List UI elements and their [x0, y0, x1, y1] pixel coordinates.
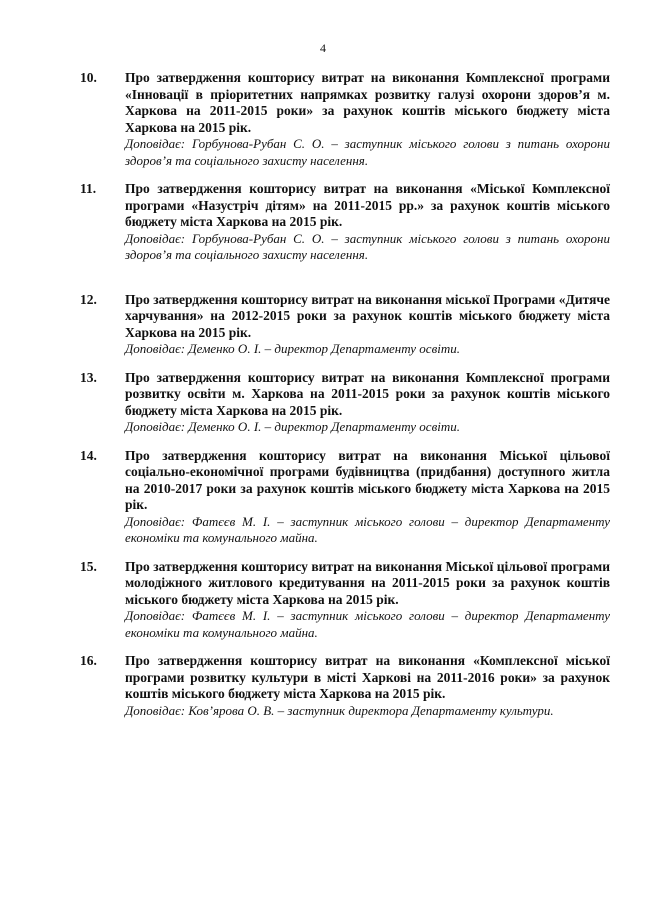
reporter-label: Доповідає:	[125, 136, 186, 151]
item-title: Про затвердження кошторису витрат на виконання Міської цільової соціально-економічної програми будівництва (придбання) доступного житла на 2010-2017 роки за рахунок коштів міського бюджету міста Харкова на 2015 рік.	[125, 447, 610, 512]
reporter-text: Ков’ярова О. В. – заступник директора Департаменту культури.	[188, 702, 554, 718]
reporter-label: Доповідає:	[125, 341, 186, 356]
item-reporter	[125, 231, 610, 264]
reporter-label: Доповідає:	[125, 230, 186, 246]
agenda-item	[80, 70, 610, 169]
agenda-item	[80, 448, 610, 547]
item-reporter	[125, 419, 610, 436]
agenda-item	[80, 181, 610, 264]
item-title: Про затвердження кошторису витрат на виконання «Комплексної міської програми розвитку культури в місті Харкові на 2011-2016 роки» за рахунок коштів міського бюджету міста Харкова на 2015 рік.	[125, 653, 610, 701]
item-number: 11.	[80, 181, 97, 196]
item-number: 10.	[80, 70, 97, 85]
item-title: Про затвердження кошторису витрат на виконання Міської цільової програми молодіжного житлового кредитування на 2011-2015 роки за рахунок коштів міського бюджету міста Харкова на 2015 рік.	[125, 558, 610, 607]
reporter-text: Деменко О. І. – директор Департаменту освіти.	[188, 341, 460, 356]
agenda-item	[80, 292, 610, 358]
page-number: 4	[320, 41, 326, 55]
reporter-text: Фатєєв М. І. – заступник міського голови – директор Департаменту економіки та комунального майна.	[125, 513, 610, 545]
reporter-text: Фатєєв М. І. – заступник міського голови – директор Департаменту економіки та комунального майна.	[125, 608, 610, 640]
item-reporter	[125, 136, 610, 169]
reporter-label: Доповідає:	[125, 608, 186, 623]
reporter-text: Горбунова-Рубан С. О. – заступник міського голови з питань охорони здоров’я та соціального захисту населення.	[125, 136, 611, 168]
reporter-text: Горбунова-Рубан С. О. – заступник міського голови з питань охорони здоров’я та соціального захисту населення.	[125, 230, 611, 262]
item-reporter	[125, 341, 610, 358]
reporter-label: Доповідає:	[125, 419, 186, 434]
item-number: 12.	[80, 291, 97, 307]
item-reporter	[125, 608, 610, 641]
agenda-item	[80, 370, 610, 436]
item-title: Про затвердження кошторису витрат на виконання Комплексної програми «Інновації в пріоритетних напрямках розвитку галузі охорони здоров’я м. Харкова на 2011-2015 роки» за рахунок коштів міського бюджету міста Харкова на 2015 рік.	[125, 70, 610, 135]
reporter-label: Доповідає:	[125, 702, 186, 718]
agenda-item	[80, 653, 610, 719]
item-number: 16.	[80, 653, 97, 668]
agenda-list	[80, 70, 610, 731]
item-number: 14.	[80, 447, 97, 463]
item-reporter	[125, 703, 610, 720]
item-number: 15.	[80, 558, 97, 574]
agenda-item	[80, 559, 610, 642]
item-title: Про затвердження кошторису витрат на виконання міської Програми «Дитяче харчування» на 2012-2015 роки за рахунок коштів міського бюджету міста Харкова на 2015 рік.	[125, 291, 610, 340]
item-title: Про затвердження кошторису витрат на виконання «Міської Комплексної програми «Назустріч дітям» на 2011-2015 рр.» за рахунок коштів міського бюджету міста Харкова на 2015 рік.	[125, 181, 610, 229]
reporter-text: Деменко О. І. – директор Департаменту освіти.	[188, 419, 460, 434]
item-title: Про затвердження кошторису витрат на виконання Комплексної програми розвитку освіти м. Харкова на 2011-2015 роки за рахунок коштів міського бюджету міста Харкова на 2015 рік.	[125, 369, 610, 418]
reporter-label: Доповідає:	[125, 513, 186, 529]
item-number: 13.	[80, 369, 97, 385]
item-reporter	[125, 514, 610, 547]
